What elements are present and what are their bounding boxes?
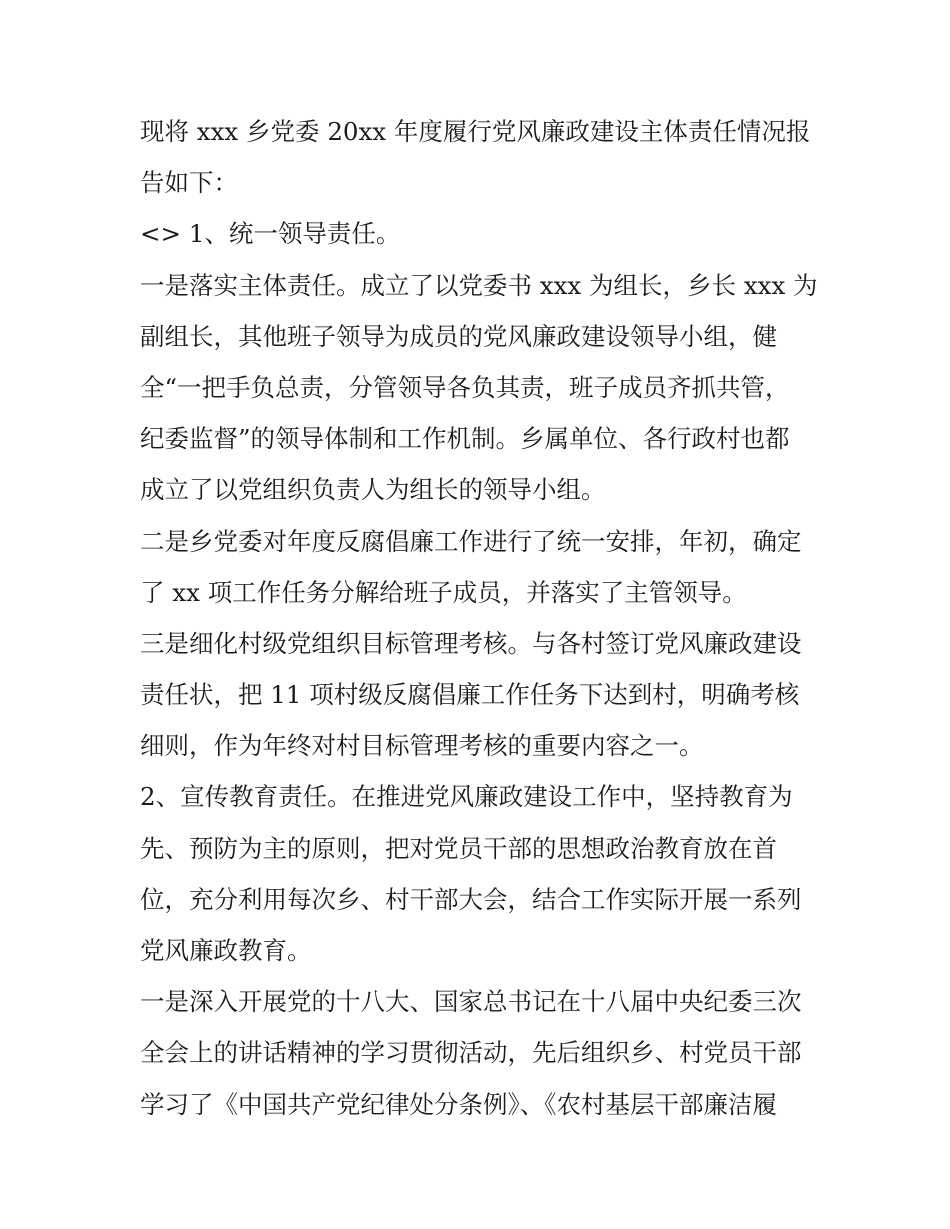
text-line: 一是落实主体责任。成立了以党委书 xxx 为组长，乡长 xxx 为 xyxy=(140,270,818,300)
text-line: 告如下： xyxy=(140,168,238,198)
text-line: 一是深入开展党的十八大、国家总书记在十八届中央纪委三次 xyxy=(140,987,802,1017)
paragraph-village-assessment xyxy=(140,618,820,772)
text-line: 全会上的讲话精神的学习贯彻活动，先后组织乡、村党员干部 xyxy=(140,1038,802,1068)
text-line: 党风廉政教育。 xyxy=(140,936,312,965)
text-line: 责任状，把 11 项村级反腐倡廉工作任务下达到村，明确考核 xyxy=(140,680,800,710)
section-publicity-education xyxy=(140,771,820,976)
document-body xyxy=(140,106,820,1130)
text-line: 了 xx 项工作任务分解给班子成员，并落实了主管领导。 xyxy=(140,577,747,607)
text-line: 现将 xxx 乡党委 20xx 年度履行党风廉政建设主体责任情况报 xyxy=(140,117,811,146)
paragraph-annual-arrangement xyxy=(140,516,820,618)
text-line: 纪委监督”的领导体制和工作机制。乡属单位、各行政村也都 xyxy=(140,424,790,454)
text-line: 位，充分利用每次乡、村干部大会，结合工作实际开展一系列 xyxy=(140,884,802,914)
text-line: 先、预防为主的原则，把对党员干部的思想政治教育放在首 xyxy=(140,833,777,863)
text-line: 副组长，其他班子领导为成员的党风廉政建设领导小组，健 xyxy=(140,321,777,351)
text-line: 2、宣传教育责任。在推进党风廉政建设工作中，坚持教育为 xyxy=(140,782,793,812)
text-line: 细则，作为年终对村目标管理考核的重要内容之一。 xyxy=(140,731,704,761)
text-line: 全“一把手负总责，分管领导各负其责，班子成员齐抓共管， xyxy=(140,372,790,402)
section-heading-unified-leadership xyxy=(140,208,820,259)
paragraph-study-activities xyxy=(140,976,820,1130)
text-line: 三是细化村级党组织目标管理考核。与各村签订党风廉政建设 xyxy=(140,628,802,658)
text-line: 成立了以党组织负责人为组长的领导小组。 xyxy=(140,475,606,505)
text-line: <> 1、统一领导责任。 xyxy=(140,219,401,249)
text-line: 学习了《中国共产党纪律处分条例》、《农村基层干部廉洁履 xyxy=(140,1089,777,1119)
paragraph-intro xyxy=(140,106,820,208)
text-line: 二是乡党委对年度反腐倡廉工作进行了统一安排，年初，确定 xyxy=(140,526,802,556)
paragraph-main-responsibility xyxy=(140,260,820,516)
